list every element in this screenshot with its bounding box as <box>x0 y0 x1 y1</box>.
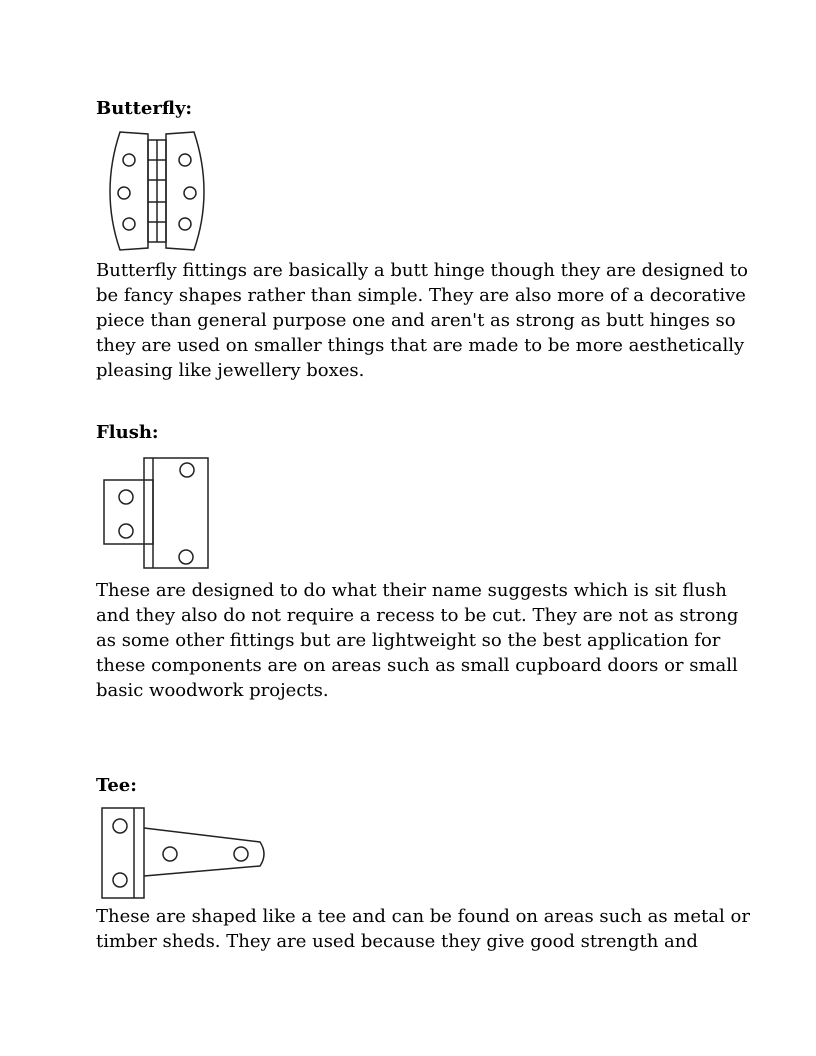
tee-hinge-diagram <box>98 804 270 904</box>
tee-description: These are shaped like a tee and can be found on areas such as metal or timber sheds. They are used because they give good strength and <box>96 906 750 952</box>
flush-heading: Flush: <box>96 422 159 443</box>
tee-heading: Tee: <box>96 775 137 796</box>
butterfly-hinge-diagram <box>100 130 215 254</box>
flush-hinge-diagram <box>100 456 214 572</box>
flush-description: These are designed to do what their name suggests which is sit flush and they also do not require a recess to be cut. They are not as strong as some other fittings but are lightweight so the best application for these components are on areas such as small cupboard doors or small basic woodwork projects. <box>96 580 739 701</box>
butterfly-heading: Butterfly: <box>96 98 193 119</box>
butterfly-description: Butterfly fittings are basically a butt hinge though they are designed to be fancy shapes rather than simple. They are also more of a decorative piece than general purpose one and aren't as strong as butt hinges so they are used on smaller things that are made to be more aesthetically pleasing like jewellery boxes. <box>96 260 748 381</box>
